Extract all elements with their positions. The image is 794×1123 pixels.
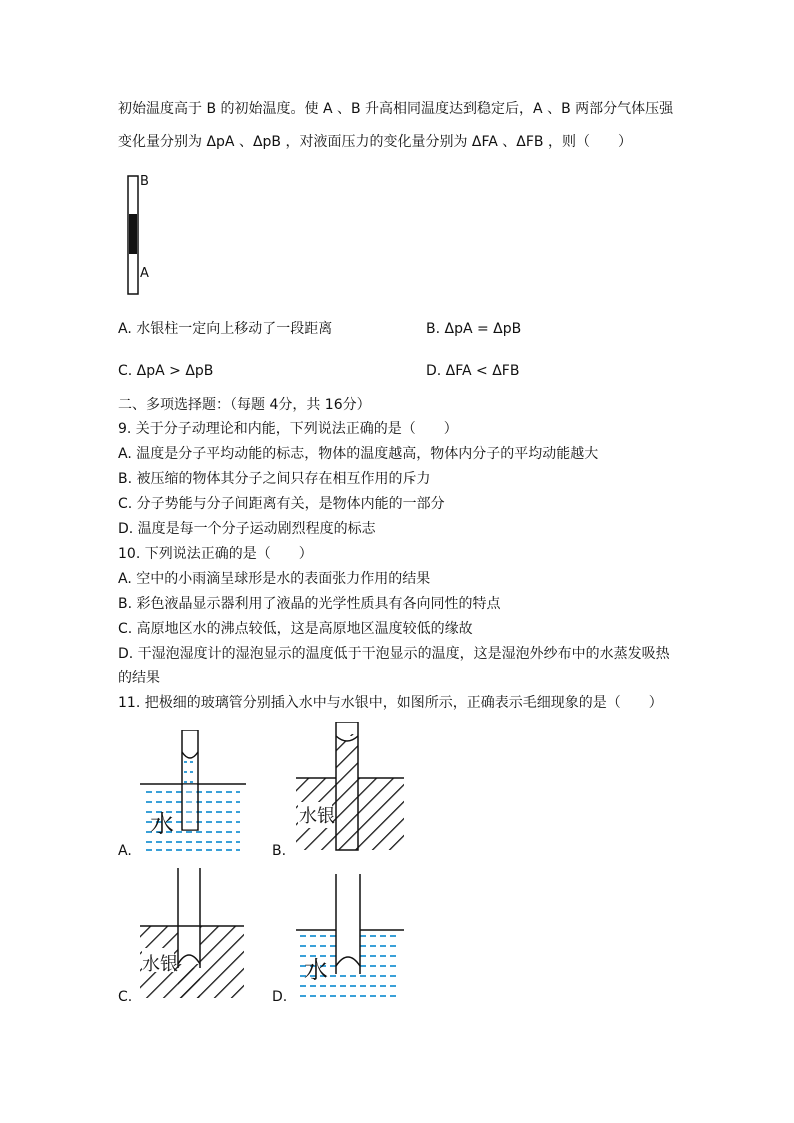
q8-line2: 变化量分别为 ΔpA 、ΔpB ，对液面压力的变化量分别为 ΔFA 、ΔFB ，则（ ） (118, 134, 632, 150)
q10-option-a: A. 空中的小雨滴呈球形是水的表面张力作用的结果 (118, 571, 431, 587)
q11-figure-b (296, 722, 404, 854)
figure-c-mercury-label: 水银 (142, 954, 178, 975)
q11-figure-c (140, 868, 244, 1002)
q8-line1: 初始温度高于 B 的初始温度。使 A 、B 升高相同温度达到稳定后，A 、B 两部分气体压强 (118, 101, 674, 117)
q9-stem: 9. 关于分子动理论和内能，下列说法正确的是（ ） (118, 421, 458, 437)
figure-b-letter: B. (272, 843, 287, 859)
figure-a-letter: A. (118, 843, 132, 859)
figure-a-water-label: 水 (150, 810, 174, 838)
figure-b-mercury-label: 水银 (299, 806, 335, 827)
figure-d-water-label: 水 (304, 956, 328, 984)
q10-option-b: B. 彩色液晶显示器利用了液晶的光学性质具有各向同性的特点 (118, 596, 501, 612)
q10-option-d-line2: 的结果 (118, 670, 160, 686)
q9-option-c: C. 分子势能与分子间距离有关，是物体内能的一部分 (118, 496, 445, 512)
q8-option-d: D. ΔFA < ΔFB (426, 363, 520, 379)
q8-option-c: C. ΔpA > ΔpB (118, 363, 214, 379)
q11-stem: 11. 把极细的玻璃管分别插入水中与水银中，如图所示，正确表示毛细现象的是（ ） (118, 695, 663, 711)
mercury-column (129, 214, 137, 254)
q10-stem: 10. 下列说法正确的是（ ） (118, 546, 313, 562)
tube-label-b: B (140, 174, 149, 189)
q9-option-b: B. 被压缩的物体其分子之间只存在相互作用的斥力 (118, 471, 431, 487)
figure-d-letter: D. (272, 989, 288, 1005)
q10-option-c: C. 高原地区水的沸点较低，这是高原地区温度较低的缘故 (118, 621, 473, 637)
tube-label-a: A (140, 266, 149, 281)
figure-c-letter: C. (118, 989, 133, 1005)
q8-option-a: A. 水银柱一定向上移动了一段距离 (118, 321, 333, 337)
q9-option-a: A. 温度是分子平均动能的标志，物体的温度越高，物体内分子的平均动能越大 (118, 446, 599, 462)
section2-heading: 二、多项选择题：（每题 4分，共 16分） (118, 397, 371, 413)
meniscus (182, 752, 198, 758)
q8-option-b: B. ΔpA = ΔpB (426, 321, 522, 337)
q9-option-d: D. 温度是每一个分子运动剧烈程度的标志 (118, 521, 376, 537)
q10-option-d-line1: D. 干湿泡湿度计的湿泡显示的温度低于干泡显示的温度，这是湿泡外纱布中的水蒸发吸热 (118, 646, 670, 662)
